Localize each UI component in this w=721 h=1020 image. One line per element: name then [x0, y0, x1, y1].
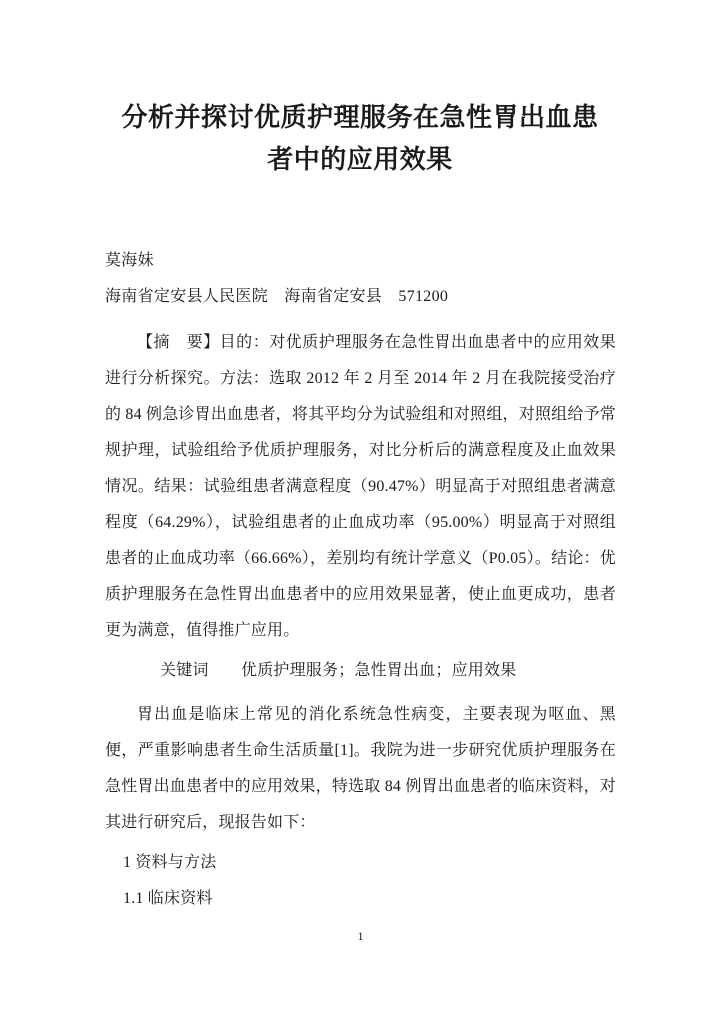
section-heading-list: [105, 845, 616, 917]
abstract-paragraph: [105, 325, 616, 649]
body-paragraph-1: 胃出血是临床上常见的消化系统急性病变，主要表现为呕血、黑便，严重影响患者生命生活质量[1]。我院为进一步研究优质护理服务在急性胃出血患者中的应用效果，特选取 84 例胃出血患者的临床资料，对其进行研究后，现报告如下：: [105, 706, 616, 831]
keywords-line: 关键词 优质护理服务；急性胃出血；应用效果: [160, 662, 517, 679]
abstract-text: 目的：对优质护理服务在急性胃出血患者中的应用效果进行分析探究。方法：选取 2012 年 2 月至 2014 年 2 月在我院接受治疗的 84 例急诊胃出血患者，将其平均分为试验组和对照组，对照组给予常规护理，试验组给予优质护理服务，对比分析后的满意程度及止血效果情况。结果：试验组患者满意程度（90.47%）明显高于对照组患者满意程度（64.29%），试验组患者的止血成功率（95.00%）明显高于对照组患者的止血成功率（66.66%），差别均有统计学意义（P0.05）。结论：优质护理服务在急性胃出血患者中的应用效果显著，使止血更成功，患者更为满意，值得推广应用。: [105, 334, 616, 639]
author-block: [105, 243, 615, 315]
page-number: 1: [357, 929, 364, 943]
author-affiliation: 海南省定安县人民医院 海南省定安县 571200: [105, 288, 449, 305]
author-name: 莫海妹: [105, 252, 154, 269]
abstract-block: [105, 325, 616, 649]
section-heading-1-1: 1.1 临床资料: [123, 890, 213, 907]
page-title: 分析并探讨优质护理服务在急性胃出血患者中的应用效果: [121, 103, 599, 175]
abstract-label: 【摘 要】: [137, 334, 220, 351]
body-block: [105, 697, 616, 841]
section-heading-1: 1 资料与方法: [123, 854, 217, 871]
